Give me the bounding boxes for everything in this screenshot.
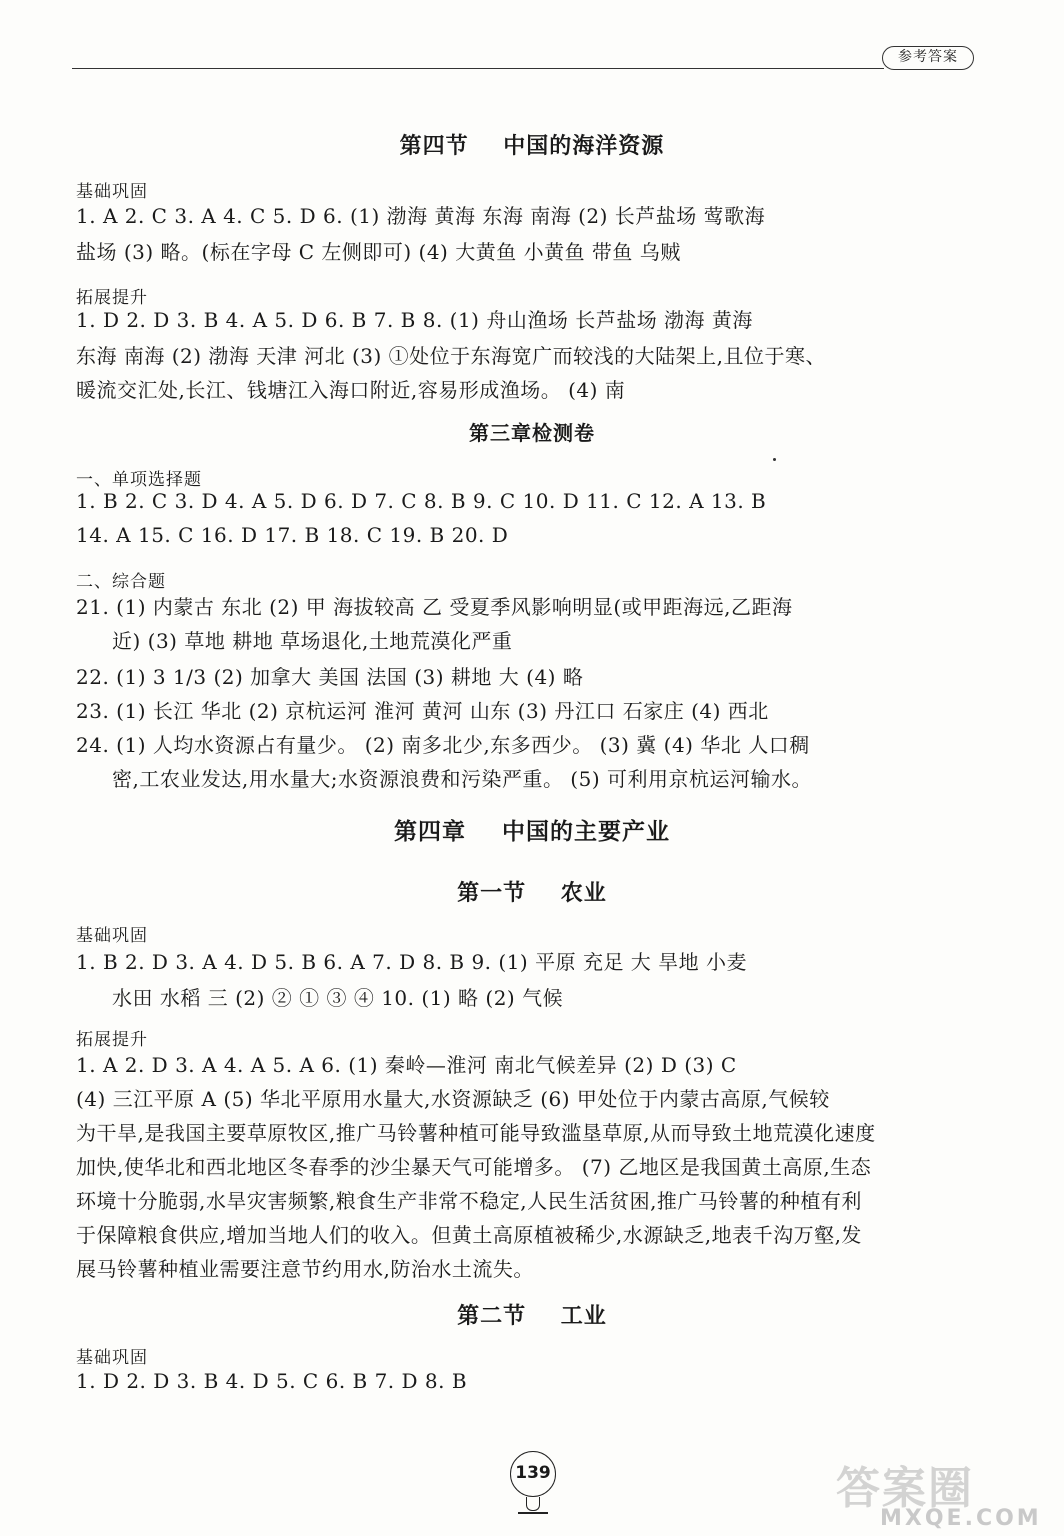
subheading: 拓展提升	[76, 288, 148, 308]
watermark-logo	[836, 1452, 1046, 1532]
subheading: 基础巩固	[76, 1348, 148, 1368]
answer-line: 24. (1) 人均水资源占有量少。 (2) 南多北少,东多西少。 (3) 冀 (4) 华北 人口稠	[76, 733, 810, 757]
globe-stand-icon	[526, 1497, 540, 1511]
section-title: 第一节 农业	[457, 880, 607, 906]
page-number-globe-icon: 139	[510, 1451, 556, 1497]
answer-line: 1. A 2. D 3. A 4. A 5. A 6. (1) 秦岭—淮河 南北气候差异 (2) D (3) C	[76, 1053, 737, 1077]
answer-line: 1. B 2. C 3. D 4. A 5. D 6. D 7. C 8. B 9. C 10. D 11. C 12. A 13. B	[76, 489, 767, 513]
subheading: 拓展提升	[76, 1030, 148, 1050]
answer-line: 21. (1) 内蒙古 东北 (2) 甲 海拔较高 乙 受夏季风影响明显(或甲距海远,乙距海	[76, 595, 793, 619]
answer-line: 于保障粮食供应,增加当地人们的收入。但黄土高原植被稀少,水源缺乏,地表千沟万壑,发	[76, 1223, 862, 1247]
answer-line: 展马铃薯种植业需要注意节约用水,防治水土流失。	[76, 1257, 534, 1281]
section-title: 第三章检测卷	[469, 421, 595, 445]
answer-line: 1. A 2. C 3. A 4. C 5. D 6. (1) 渤海 黄海 东海 南海 (2) 长芦盐场 莺歌海	[76, 204, 766, 228]
answer-line: 近) (3) 草地 耕地 草场退化,土地荒漠化严重	[112, 629, 513, 653]
answer-line: 环境十分脆弱,水旱灾害频繁,粮食生产非常不稳定,人民生活贫困,推广马铃薯的种植有利	[76, 1189, 862, 1213]
answer-line: 1. D 2. D 3. B 4. D 5. C 6. B 7. D 8. B	[76, 1369, 468, 1393]
stray-mark	[773, 458, 776, 461]
answer-line: 1. D 2. D 3. B 4. A 5. D 6. B 7. B 8. (1) 舟山渔场 长芦盐场 渤海 黄海	[76, 308, 753, 332]
subheading: 一、单项选择题	[76, 470, 202, 490]
subheading: 二、综合题	[76, 572, 166, 592]
chapter-title: 第四章 中国的主要产业	[393, 818, 671, 845]
answer-line: 22. (1) 3 1/3 (2) 加拿大 美国 法国 (3) 耕地 大 (4) 略	[76, 665, 584, 689]
answer-line: 东海 南海 (2) 渤海 天津 河北 (3) ①处位于东海宽广而较浅的大陆架上,且位于寒、	[76, 344, 827, 368]
header-rule	[72, 68, 884, 69]
answer-line: 暖流交汇处,长江、钱塘江入海口附近,容易形成渔场。 (4) 南	[76, 378, 626, 402]
watermark-title: 答案圈	[836, 1463, 974, 1514]
watermark-domain: MXQE.COM	[880, 1506, 1042, 1531]
section-title: 第四节 中国的海洋资源	[399, 133, 665, 159]
answer-line: 盐场 (3) 略。(标在字母 C 左侧即可) (4) 大黄鱼 小黄鱼 带鱼 乌贼	[76, 240, 681, 264]
header-tag: 参考答案	[882, 46, 974, 70]
answer-line: 14. A 15. C 16. D 17. B 18. C 19. B 20. D	[76, 523, 509, 547]
answer-line: 加快,使华北和西北地区冬春季的沙尘暴天气可能增多。 (7) 乙地区是我国黄土高原,生态	[76, 1155, 872, 1179]
section-title: 第二节 工业	[457, 1303, 607, 1329]
answer-line: 为干旱,是我国主要草原牧区,推广马铃薯种植可能导致滥垦草原,从而导致土地荒漠化速度	[76, 1121, 876, 1145]
answer-line: 水田 水稻 三 (2) ② ① ③ ④ 10. (1) 略 (2) 气候	[112, 986, 564, 1010]
subheading: 基础巩固	[76, 926, 148, 946]
subheading: 基础巩固	[76, 182, 148, 202]
globe-base-icon	[518, 1512, 548, 1514]
answer-line: 23. (1) 长江 华北 (2) 京杭运河 淮河 黄河 山东 (3) 丹江口 石家庄 (4) 西北	[76, 699, 769, 723]
answer-line: (4) 三江平原 A (5) 华北平原用水量大,水资源缺乏 (6) 甲处位于内蒙古高原,气候较	[76, 1087, 830, 1111]
answer-line: 1. B 2. D 3. A 4. D 5. B 6. A 7. D 8. B 9. (1) 平原 充足 大 旱地 小麦	[76, 950, 748, 974]
answer-line: 密,工农业发达,用水量大;水资源浪费和污染严重。 (5) 可利用京杭运河输水。	[112, 767, 812, 791]
